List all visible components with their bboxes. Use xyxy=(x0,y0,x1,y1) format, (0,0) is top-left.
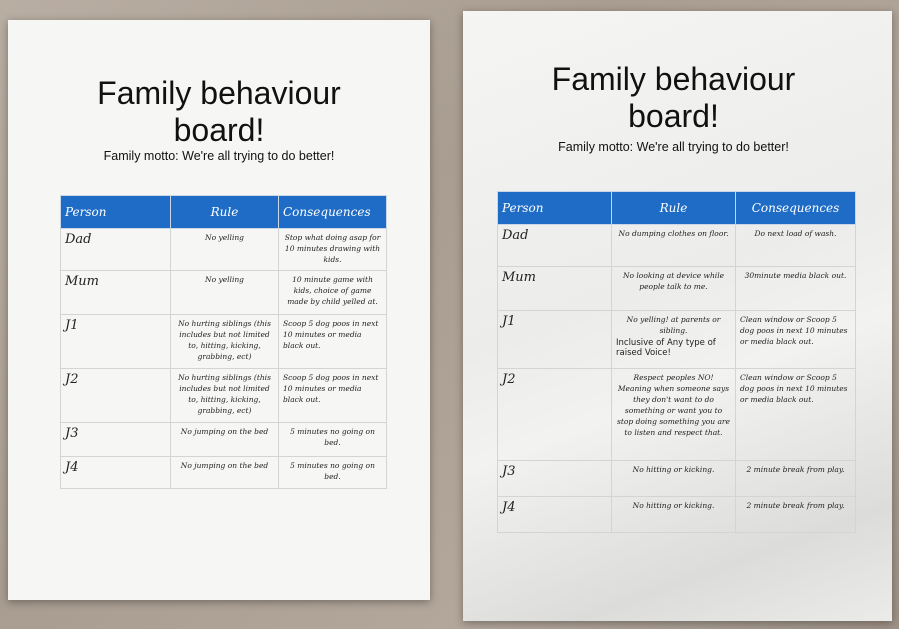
consequence-cell: Clean window or Scoop 5 dog poos in next 10 minutes or media black out. xyxy=(736,311,856,369)
header-person: Person xyxy=(498,192,612,225)
consequence-cell: Clean window or Scoop 5 dog poos in next 10 minutes or media black out. xyxy=(736,369,856,461)
rule-cell: No hurting siblings (this includes but not limited to, hitting, kicking, grabbing, ect) xyxy=(171,315,279,369)
table-row xyxy=(498,497,856,533)
left-title xyxy=(8,75,430,149)
table-row xyxy=(61,271,387,315)
table-row xyxy=(498,225,856,267)
rule-cell: No hitting or kicking. xyxy=(612,497,736,533)
right-title-line1: Family behaviour xyxy=(551,61,796,97)
consequence-cell: 10 minute game with kids, choice of game made by child yelled at. xyxy=(279,271,387,315)
right-title-line2: board! xyxy=(628,98,719,134)
person-cell: Mum xyxy=(498,267,612,311)
table-row xyxy=(498,311,856,369)
table-row xyxy=(61,369,387,423)
consequence-cell: 2 minute break from play. xyxy=(736,497,856,533)
table-row xyxy=(498,267,856,311)
rule-cell: No hurting siblings (this includes but not limited to, hitting, kicking, grabbing, ect) xyxy=(171,369,279,423)
person-cell: J3 xyxy=(498,461,612,497)
rule-cell: No hitting or kicking. xyxy=(612,461,736,497)
table-header-row xyxy=(61,196,387,229)
consequence-cell: 2 minute break from play. xyxy=(736,461,856,497)
person-cell: J2 xyxy=(61,369,171,423)
left-behaviour-table xyxy=(60,195,387,489)
consequence-cell: Do next load of wash. xyxy=(736,225,856,267)
left-title-line1: Family behaviour xyxy=(97,75,341,111)
rule-text: No yelling! at parents or sibling. xyxy=(626,315,721,335)
left-paper-sheet xyxy=(8,20,430,600)
person-cell: Dad xyxy=(498,225,612,267)
person-cell: J4 xyxy=(61,457,171,489)
header-rule: Rule xyxy=(171,196,279,229)
consequence-cell: Scoop 5 dog poos in next 10 minutes or media black out. xyxy=(279,315,387,369)
person-cell: Mum xyxy=(61,271,171,315)
person-cell: J2 xyxy=(498,369,612,461)
consequence-cell: Stop what doing asap for 10 minutes drawing with kids. xyxy=(279,229,387,271)
header-consequences: Consequences xyxy=(736,192,856,225)
right-paper-sheet xyxy=(463,11,892,621)
consequence-cell: 5 minutes no going on bed. xyxy=(279,423,387,457)
table-row xyxy=(61,315,387,369)
handwritten-note: Inclusive of Any type of raised Voice! xyxy=(616,338,716,358)
person-cell: J3 xyxy=(61,423,171,457)
rule-cell: Respect peoples NO! Meaning when someone says they don't want to do something or want you to stop doing something you are to listen and respect that. xyxy=(612,369,736,461)
table-row xyxy=(61,229,387,271)
rule-cell: No jumping on the bed xyxy=(171,423,279,457)
right-motto: Family motto: We're all trying to do better! xyxy=(558,140,789,154)
rule-cell: No looking at device while people talk to me. xyxy=(612,267,736,311)
left-motto: Family motto: We're all trying to do better! xyxy=(103,149,335,163)
header-consequences: Consequences xyxy=(279,196,387,229)
consequence-cell: 5 minutes no going on bed. xyxy=(279,457,387,489)
header-rule: Rule xyxy=(612,192,736,225)
rule-cell: No yelling xyxy=(171,271,279,315)
consequence-cell: 30minute media black out. xyxy=(736,267,856,311)
person-cell: J1 xyxy=(498,311,612,369)
person-cell: J1 xyxy=(61,315,171,369)
table-row xyxy=(61,457,387,489)
person-cell: Dad xyxy=(61,229,171,271)
header-person: Person xyxy=(61,196,171,229)
right-behaviour-table xyxy=(497,191,856,533)
rule-cell: No yelling xyxy=(171,229,279,271)
rule-cell: No jumping on the bed xyxy=(171,457,279,489)
person-cell: J4 xyxy=(498,497,612,533)
left-title-line2: board! xyxy=(173,112,265,148)
rule-cell xyxy=(612,311,736,369)
consequence-cell: Scoop 5 dog poos in next 10 minutes or media black out. xyxy=(279,369,387,423)
rule-cell: No dumping clothes on floor. xyxy=(612,225,736,267)
table-row xyxy=(61,423,387,457)
table-header-row xyxy=(498,192,856,225)
table-row xyxy=(498,461,856,497)
right-title xyxy=(459,61,888,135)
table-row xyxy=(498,369,856,461)
